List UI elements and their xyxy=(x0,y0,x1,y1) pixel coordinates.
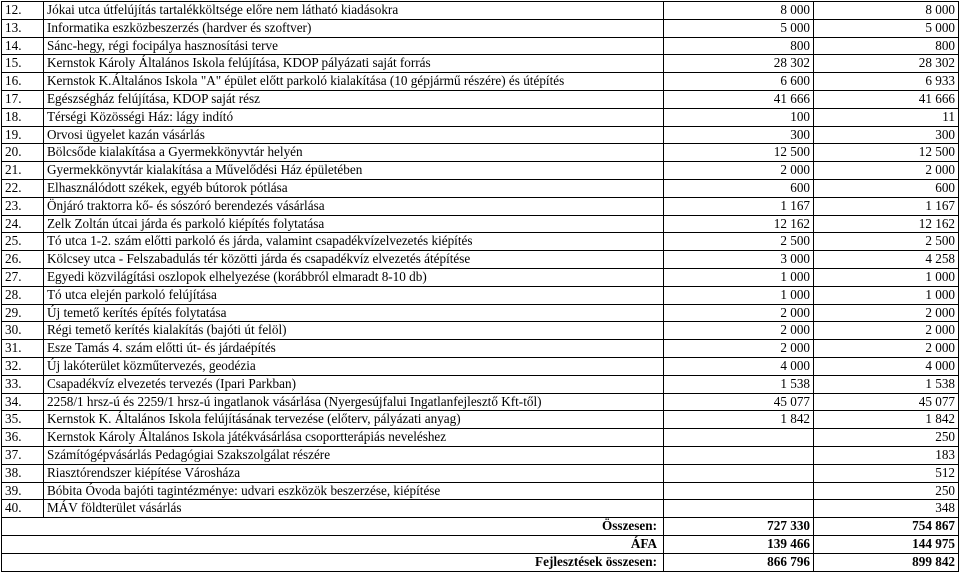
row-value-2: 45 077 xyxy=(814,393,959,411)
row-value-1: 300 xyxy=(664,126,814,144)
row-value-2: 1 167 xyxy=(814,197,959,215)
row-value-2: 8 000 xyxy=(814,2,959,20)
table-row xyxy=(2,162,959,180)
row-description: Informatika eszközbeszerzés (hardver és szoftver) xyxy=(44,19,664,37)
row-number: 17. xyxy=(2,90,44,108)
row-value-1: 600 xyxy=(664,179,814,197)
row-description: Bölcsőde kialakítása a Gyermekkönyvtár helyén xyxy=(44,144,664,162)
totals-label: Összesen: xyxy=(2,518,664,536)
row-value-1: 1 167 xyxy=(664,197,814,215)
row-description: Orvosi ügyelet kazán vásárlás xyxy=(44,126,664,144)
row-number: 30. xyxy=(2,322,44,340)
row-description: Kernstok K. Általános Iskola felújításának tervezése (előterv, pályázati anyag) xyxy=(44,411,664,429)
table-row xyxy=(2,304,959,322)
row-value-1: 4 000 xyxy=(664,357,814,375)
row-number: 24. xyxy=(2,215,44,233)
row-number: 29. xyxy=(2,304,44,322)
row-value-1: 1 538 xyxy=(664,375,814,393)
row-number: 27. xyxy=(2,268,44,286)
row-value-2: 348 xyxy=(814,500,959,518)
row-description: Önjáró traktorra kő- és sószóró berendezés vásárlása xyxy=(44,197,664,215)
table-row xyxy=(2,446,959,464)
totals-value-1: 727 330 xyxy=(664,518,814,536)
table-row xyxy=(2,108,959,126)
table-row xyxy=(2,464,959,482)
row-value-2: 183 xyxy=(814,446,959,464)
row-description: Számítógépvásárlás Pedagógiai Szakszolgálat részére xyxy=(44,446,664,464)
row-value-2: 2 500 xyxy=(814,233,959,251)
row-number: 19. xyxy=(2,126,44,144)
row-description: Jókai utca útfelújítás tartalékköltsége előre nem látható kiadásokra xyxy=(44,2,664,20)
row-number: 13. xyxy=(2,19,44,37)
budget-table xyxy=(1,1,959,572)
row-description: Új temető kerítés építés folytatása xyxy=(44,304,664,322)
row-description: Egészségház felújítása, KDOP saját rész xyxy=(44,90,664,108)
row-value-2: 250 xyxy=(814,482,959,500)
row-value-1: 2 000 xyxy=(664,322,814,340)
table-row xyxy=(2,2,959,20)
row-description: Kernstok Károly Általános Iskola játékvásárlása csoportterápiás neveléshez xyxy=(44,429,664,447)
row-number: 18. xyxy=(2,108,44,126)
row-value-1 xyxy=(664,500,814,518)
row-value-1: 2 000 xyxy=(664,304,814,322)
table-row xyxy=(2,90,959,108)
totals-row xyxy=(2,535,959,553)
row-description: Tó utca 1-2. szám előtti parkoló és járda, valamint csapadékvízelvezetés kiépítés xyxy=(44,233,664,251)
row-value-2: 2 000 xyxy=(814,322,959,340)
table-row xyxy=(2,55,959,73)
table-row xyxy=(2,411,959,429)
table-row xyxy=(2,357,959,375)
row-value-2: 6 933 xyxy=(814,73,959,91)
row-value-2: 300 xyxy=(814,126,959,144)
row-value-2: 41 666 xyxy=(814,90,959,108)
row-value-2: 11 xyxy=(814,108,959,126)
row-value-1: 28 302 xyxy=(664,55,814,73)
row-description: 2258/1 hrsz-ú és 2259/1 hrsz-ú ingatlanok vásárlása (Nyergesújfalui Ingatlanfejlesztő Kft-től) xyxy=(44,393,664,411)
row-value-1: 41 666 xyxy=(664,90,814,108)
table-row xyxy=(2,393,959,411)
row-value-1: 3 000 xyxy=(664,251,814,269)
row-description: Esze Tamás 4. szám előtti út- és járdaépítés xyxy=(44,340,664,358)
row-value-1: 2 000 xyxy=(664,340,814,358)
row-value-1: 100 xyxy=(664,108,814,126)
row-description: Régi temető kerítés kialakítás (bajóti út felöl) xyxy=(44,322,664,340)
row-value-2: 800 xyxy=(814,37,959,55)
row-value-1: 12 500 xyxy=(664,144,814,162)
row-description: Sánc-hegy, régi focipálya hasznosítási terve xyxy=(44,37,664,55)
row-number: 35. xyxy=(2,411,44,429)
row-value-1: 45 077 xyxy=(664,393,814,411)
budget-totals xyxy=(2,518,959,571)
row-value-2: 2 000 xyxy=(814,304,959,322)
row-value-1: 1 000 xyxy=(664,286,814,304)
table-row xyxy=(2,500,959,518)
table-row xyxy=(2,286,959,304)
row-description: Riasztórendszer kiépítése Városháza xyxy=(44,464,664,482)
row-number: 40. xyxy=(2,500,44,518)
row-value-2: 4 000 xyxy=(814,357,959,375)
row-value-1 xyxy=(664,482,814,500)
row-number: 32. xyxy=(2,357,44,375)
row-value-1 xyxy=(664,429,814,447)
row-number: 38. xyxy=(2,464,44,482)
totals-value-2: 754 867 xyxy=(814,518,959,536)
row-number: 15. xyxy=(2,55,44,73)
row-value-2: 2 000 xyxy=(814,340,959,358)
row-value-2: 250 xyxy=(814,429,959,447)
row-description: Új lakóterület közműtervezés, geodézia xyxy=(44,357,664,375)
table-row xyxy=(2,197,959,215)
row-value-2: 5 000 xyxy=(814,19,959,37)
row-value-2: 512 xyxy=(814,464,959,482)
row-description: Csapadékvíz elvezetés tervezés (Ipari Parkban) xyxy=(44,375,664,393)
row-description: Kernstok K.Általános Iskola "A" épület előtt parkoló kialakítása (10 gépjármű részére) és útépítés xyxy=(44,73,664,91)
table-row xyxy=(2,73,959,91)
row-number: 31. xyxy=(2,340,44,358)
row-value-2: 4 258 xyxy=(814,251,959,269)
table-row xyxy=(2,482,959,500)
row-value-2: 1 842 xyxy=(814,411,959,429)
table-row xyxy=(2,375,959,393)
row-number: 28. xyxy=(2,286,44,304)
row-number: 14. xyxy=(2,37,44,55)
row-value-2: 600 xyxy=(814,179,959,197)
row-description: Gyermekkönyvtár kialakítása a Művelődési Ház épületében xyxy=(44,162,664,180)
row-value-1: 6 600 xyxy=(664,73,814,91)
row-value-2: 1 000 xyxy=(814,268,959,286)
row-description: Térségi Közösségi Ház: lágy indító xyxy=(44,108,664,126)
budget-table-body xyxy=(2,2,959,518)
table-row xyxy=(2,340,959,358)
totals-label: ÁFA xyxy=(2,535,664,553)
row-number: 21. xyxy=(2,162,44,180)
row-number: 26. xyxy=(2,251,44,269)
totals-value-2: 899 842 xyxy=(814,553,959,571)
table-row xyxy=(2,179,959,197)
row-value-1: 8 000 xyxy=(664,2,814,20)
row-value-1: 2 000 xyxy=(664,162,814,180)
table-row xyxy=(2,126,959,144)
row-value-2: 2 000 xyxy=(814,162,959,180)
row-value-1: 12 162 xyxy=(664,215,814,233)
row-number: 37. xyxy=(2,446,44,464)
table-row xyxy=(2,322,959,340)
table-row xyxy=(2,233,959,251)
row-description: MÁV földterület vásárlás xyxy=(44,500,664,518)
table-row xyxy=(2,37,959,55)
table-row xyxy=(2,268,959,286)
row-description: Bóbita Óvoda bajóti tagintézménye: udvari eszközök beszerzése, kiépítése xyxy=(44,482,664,500)
row-description: Kölcsey utca - Felszabadulás tér közötti járda és csapadékvíz elvezetés átépítése xyxy=(44,251,664,269)
totals-label: Fejlesztések összesen: xyxy=(2,553,664,571)
row-value-1: 1 842 xyxy=(664,411,814,429)
row-description: Egyedi közvilágítási oszlopok elhelyezése (korábbról elmaradt 8-10 db) xyxy=(44,268,664,286)
row-description: Tó utca elején parkoló felújítása xyxy=(44,286,664,304)
row-value-1: 2 500 xyxy=(664,233,814,251)
row-value-2: 1 000 xyxy=(814,286,959,304)
table-row xyxy=(2,251,959,269)
row-value-2: 12 500 xyxy=(814,144,959,162)
row-value-2: 1 538 xyxy=(814,375,959,393)
row-number: 22. xyxy=(2,179,44,197)
row-value-2: 28 302 xyxy=(814,55,959,73)
row-number: 16. xyxy=(2,73,44,91)
row-description: Kernstok Károly Általános Iskola felújítása, KDOP pályázati saját forrás xyxy=(44,55,664,73)
row-value-2: 12 162 xyxy=(814,215,959,233)
row-description: Elhasználódott székek, egyéb bútorok pótlása xyxy=(44,179,664,197)
table-row xyxy=(2,215,959,233)
row-description: Zelk Zoltán útcai járda és parkoló kiépítés folytatása xyxy=(44,215,664,233)
totals-value-1: 866 796 xyxy=(664,553,814,571)
table-row xyxy=(2,429,959,447)
row-number: 25. xyxy=(2,233,44,251)
row-number: 39. xyxy=(2,482,44,500)
table-row xyxy=(2,144,959,162)
table-row xyxy=(2,19,959,37)
row-value-1 xyxy=(664,446,814,464)
row-number: 20. xyxy=(2,144,44,162)
row-value-1 xyxy=(664,464,814,482)
totals-value-2: 144 975 xyxy=(814,535,959,553)
totals-row xyxy=(2,518,959,536)
row-number: 34. xyxy=(2,393,44,411)
row-number: 33. xyxy=(2,375,44,393)
row-value-1: 1 000 xyxy=(664,268,814,286)
row-number: 23. xyxy=(2,197,44,215)
totals-row xyxy=(2,553,959,571)
row-number: 12. xyxy=(2,2,44,20)
row-number: 36. xyxy=(2,429,44,447)
totals-value-1: 139 466 xyxy=(664,535,814,553)
row-value-1: 800 xyxy=(664,37,814,55)
row-value-1: 5 000 xyxy=(664,19,814,37)
